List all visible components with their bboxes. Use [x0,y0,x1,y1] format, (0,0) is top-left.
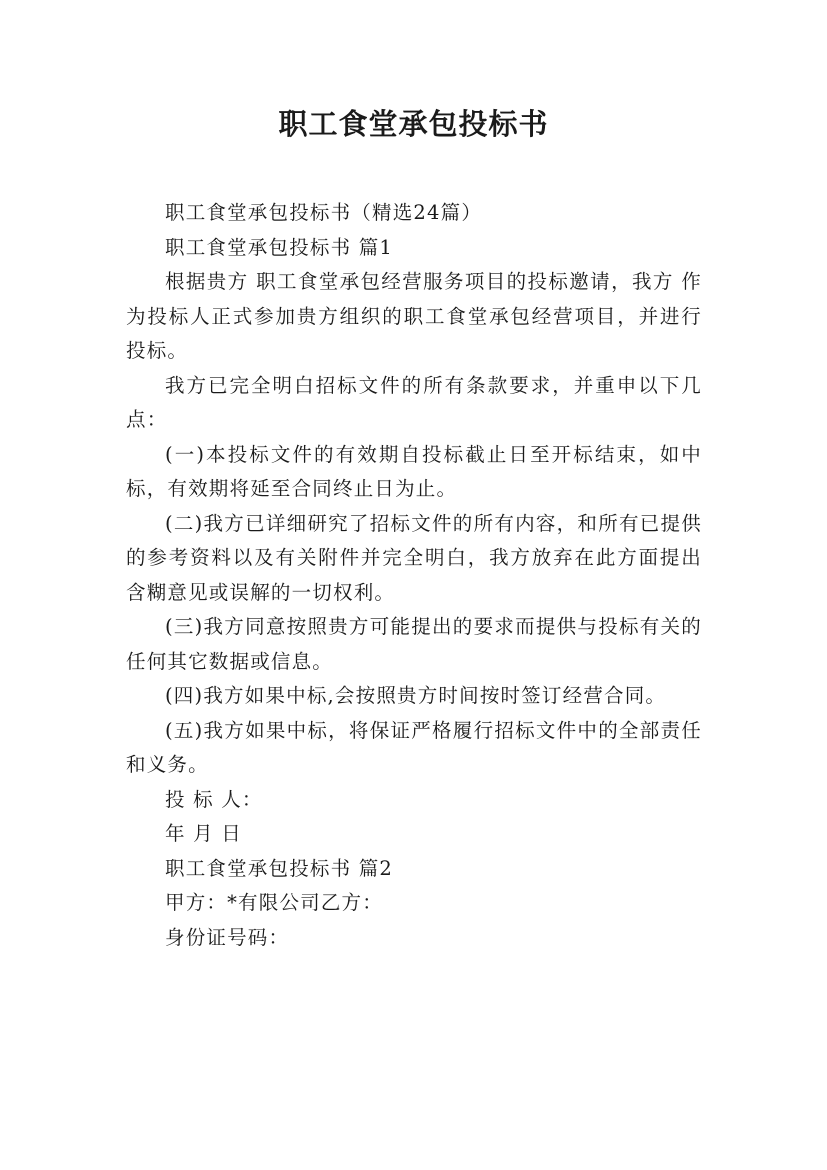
bidder-signature-line: 投 标 人： [165,787,263,811]
party-line: 甲方：*有限公司乙方： [165,891,383,914]
paragraph-item: (二)我方已详细研究了招标文件的所有内容，和所有已提供的参考资料以及有关附件并完全明白，我方放弃在此方面提出含糊意见或误解的一切权利。 [126,511,702,604]
paragraph-item: (一)本投标文件的有效期自投标截止日至开标结束，如中标，有效期将延至合同终止日为止。 [126,442,702,500]
date-line: 年 月 日 [165,822,242,845]
document-title: 职工食堂承包投标书 [278,107,549,141]
paragraph-item: (五)我方如果中标，将保证严格履行招标文件中的全部责任和义务。 [126,718,702,776]
paragraph: 根据贵方 职工食堂承包经营服务项目的投标邀请，我方 作为投标人正式参加贵方组织的职工食堂承包经营项目，并进行投标。 [126,270,702,362]
paragraph-section-heading: 职工食堂承包投标书 篇1 [165,235,394,259]
paragraph-subtitle: 职工食堂承包投标书（精选24篇） [165,201,483,224]
paragraph-section-heading: 职工食堂承包投标书 篇2 [165,856,394,880]
id-number-line: 身份证号码： [165,925,290,949]
paragraph-item: (三)我方同意按照贵方可能提出的要求而提供与投标有关的任何其它数据或信息。 [126,615,702,673]
paragraph: 我方已完全明白招标文件的所有条款要求，并重申以下几点： [126,373,702,431]
document-body [126,196,702,955]
paragraph-item: (四)我方如果中标,会按照贵方时间按时签订经营合同。 [165,684,667,707]
